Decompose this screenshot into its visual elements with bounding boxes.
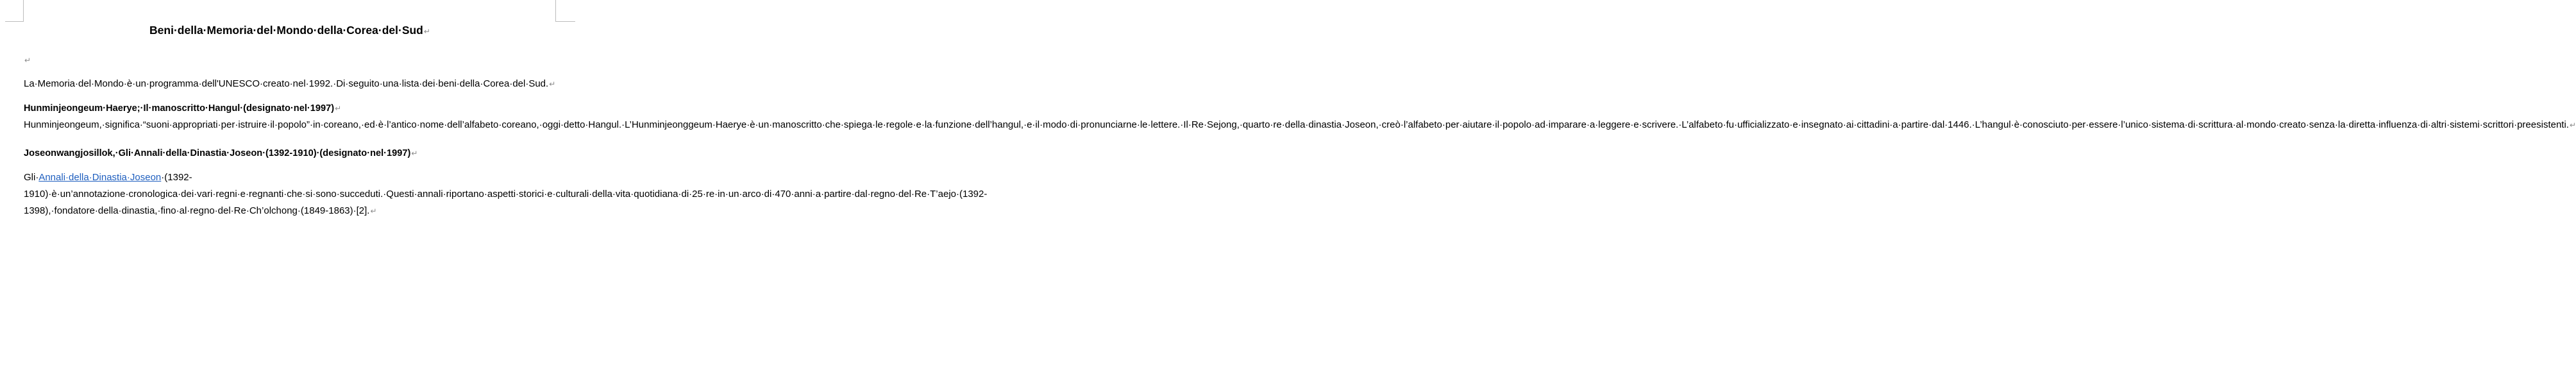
section1-heading-text: Hunminjeongeum·Haerye;·Il·manoscritto·Hangul·(designato·nel·1997) [24, 103, 335, 114]
page-corner-mark-top-left [5, 0, 24, 22]
paragraph-mark-icon: ↵ [24, 56, 31, 65]
intro-paragraph[interactable] [24, 76, 556, 92]
page-corner-mark-top-right [555, 0, 575, 22]
paragraph-mark-icon: ↵ [549, 80, 556, 89]
paragraph-mark-icon: ↵ [411, 149, 418, 158]
document-title[interactable] [24, 22, 556, 39]
empty-paragraph[interactable] [24, 53, 556, 68]
document-page[interactable] [24, 22, 2576, 219]
section2-body-rest: ·(1392-1910)·è·un’annotazione·cronologica·dei·vari·regni·e·regnanti·che·si·sono·succeduti.·Questi·annali·riportano·aspetti·storici·e·culturali·della·vita·quotidiana·di·25·re·in·un·arco·di·470·anni·a·partire·dal·regno·del·Re·T’aejo·(1392-1398),·fondatore·della·dinastia,·fino·al·regno·del·Re·Ch’olchong·(1849-1863)·[2]. [24, 172, 988, 216]
paragraph-mark-icon: ↵ [335, 104, 342, 113]
section2-body-prefix: Gli· [24, 172, 39, 183]
section2-heading[interactable] [24, 145, 556, 162]
paragraph-mark-icon: ↵ [423, 27, 430, 36]
section1-heading[interactable] [24, 100, 556, 117]
section2-heading-text: Joseonwangjosillok,·Gli·Annali·della·Dinastia·Joseon·(1392-1910)·(designato·nel·1997) [24, 148, 411, 158]
section1-body-text: Hunminjeongeum,·significa·“suoni·appropriati·per·istruire·il·popolo”·in·coreano,·ed·è·l’antico·nome·dell’alfabeto·coreano,·oggi·detto·Hangul.·L’Hunminjeonggeum·Haerye·è·un·manoscritto·che·spiega·le·regole·e·la·funzione·dell’hangul,·e·il·modo·di·pronunciarne·le·lettere.·Il·Re·Sejong,·quarto·re·della·dinastia·Joseon,·creò·l’alfabeto·per·aiutare·il·popolo·ad·imparare·a·leggere·e·scrivere.·L’alfabeto·fu·ufficializzato·e·insegnato·ai·cittadini·a·partire·dal·1446.·L’hangul·è·conosciuto·per·essere·l’unico·sistema·di·scrittura·al·mondo·creato·senza·la·diretta·influenza·di·altri·sistemi·scrittori·preesistenti. [24, 119, 2569, 130]
section2-body[interactable] [24, 169, 988, 219]
section1-body[interactable] [24, 117, 2576, 133]
paragraph-mark-icon: ↵ [370, 207, 377, 216]
intro-text: La·Memoria·del·Mondo·è·un·programma·dell'UNESCO·creato·nel·1992.·Di·seguito·una·lista·dei·beni·della·Corea·del·Sud. [24, 78, 549, 89]
paragraph-mark-icon: ↵ [2569, 121, 2576, 130]
annali-link[interactable]: Annali·della·Dinastia·Joseon [38, 172, 162, 183]
title-text: Beni·della·Memoria·del·Mondo·della·Corea·del·Sud [149, 24, 423, 37]
